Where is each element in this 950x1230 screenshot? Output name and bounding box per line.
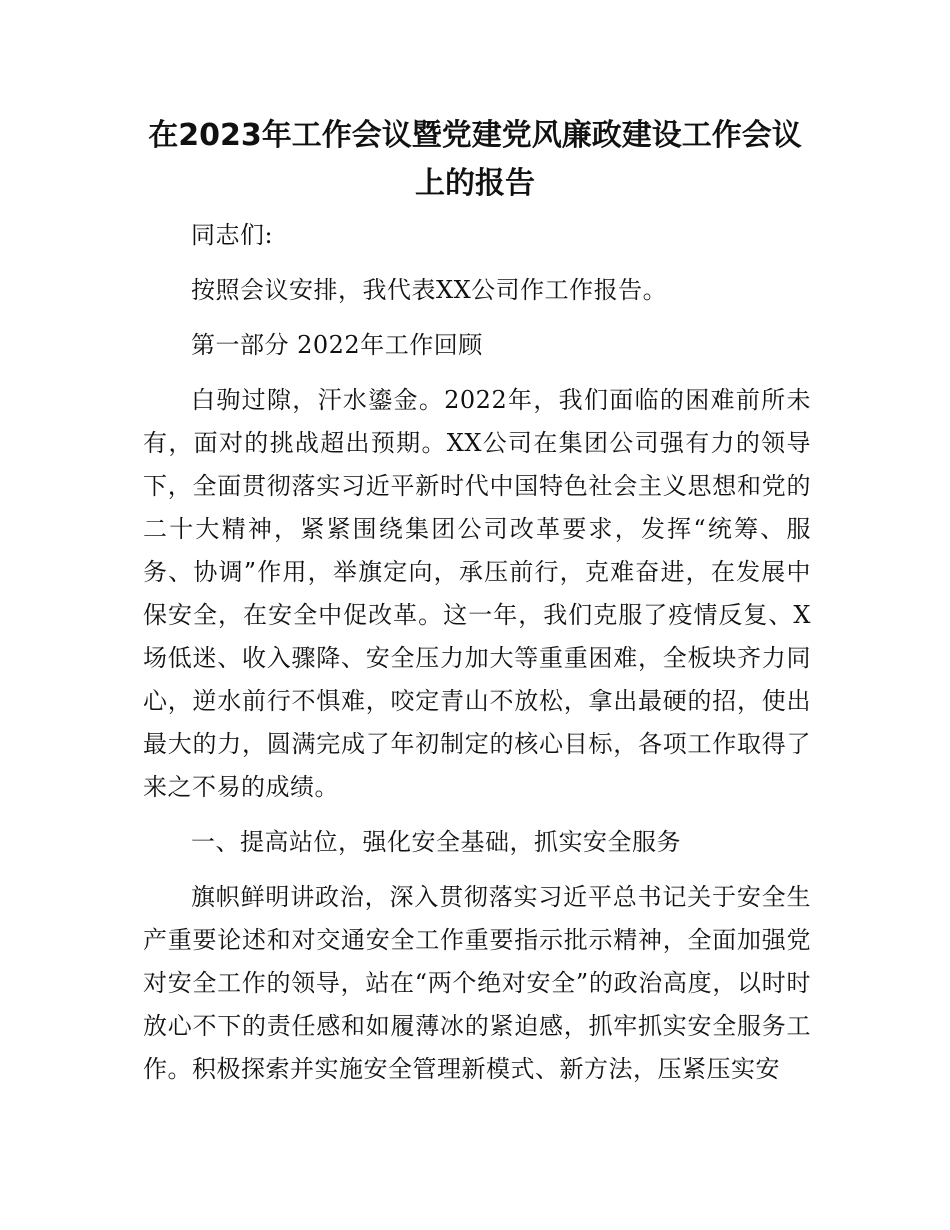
- opening-paragraph: 按照会议安排，我代表XX公司作工作报告。: [191, 276, 668, 304]
- section-heading-part-one: 第一部分 2022年工作回顾: [191, 331, 483, 359]
- salutation: 同志们:: [191, 221, 274, 249]
- document-title: 在2023年工作会议暨党建党风廉政建设工作会议上的报告: [148, 118, 802, 201]
- review-paragraph: 白驹过隙，汗水鎏金。2022年，我们面临的困难前所未有，面对的挑战超出预期。XX公司在集团公司强有力的领导下，全面贯彻落实习近平新时代中国特色社会主义思想和党的二十大精神，紧紧围绕集团公司改革要求，发挥“统筹、服务、协调”作用，举旗定向，承压前行，克难奋进，在发展中保安全，在安全中促改革。这一年，我们克服了疫情反复、X场低迷、收入骤降、安全压力加大等重重困难，全板块齐力同心，逆水前行不惧难，咬定青山不放松，拿出最硬的招，使出最大的力，圆满完成了年初制定的核心目标，各项工作取得了来之不易的成绩。: [143, 386, 811, 801]
- document-body: [143, 214, 811, 1103]
- subsection-heading-one: 一、提高站位，强化安全基础，抓实安全服务: [191, 828, 681, 856]
- safety-paragraph: 旗帜鲜明讲政治，深入贯彻落实习近平总书记关于安全生产重要论述和对交通安全工作重要指示批示精神，全面加强党对安全工作的领导，站在“两个绝对安全”的政治高度，以时时放心不下的责任感和如履薄冰的紧迫感，抓牢抓实安全服务工作。积极探索并实施安全管理新模式、新方法，压紧压实安: [143, 883, 811, 1083]
